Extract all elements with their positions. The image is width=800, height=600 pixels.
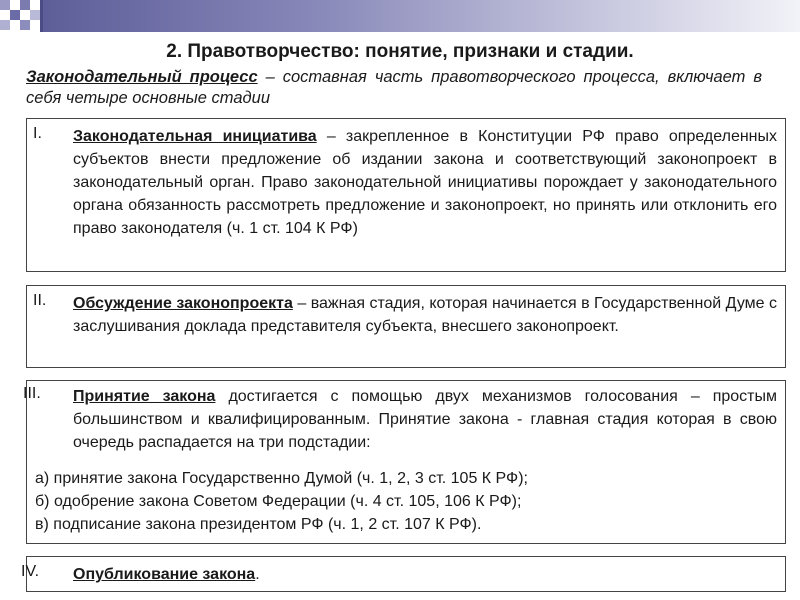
- stage-heading: Обсуждение законопроекта: [73, 295, 293, 312]
- substage-list: [35, 467, 777, 536]
- stage-number: II.: [33, 292, 47, 309]
- stage-text: [73, 292, 777, 338]
- stage-heading: Законодательная инициатива: [73, 128, 317, 145]
- intro-lead: Законодательный процесс: [26, 68, 258, 86]
- substage-item: б) одобрение закона Советом Федерации (ч. 4 ст. 105, 106 К РФ);: [35, 493, 522, 510]
- stage-description: .: [255, 566, 260, 583]
- substage-item: а) принятие закона Государственно Думой (ч. 1, 2, 3 ст. 105 К РФ);: [35, 470, 528, 487]
- slide-title: 2. Правотворчество: понятие, признаки и стадии.: [166, 41, 634, 62]
- stage-description: – важная стадия, которая начинается в Государственной Думе с заслушивания доклада представителя субъекта, внесшего законопроект.: [73, 295, 778, 335]
- stage-number: IV.: [21, 563, 40, 580]
- stage-heading: Принятие закона: [73, 388, 216, 405]
- stage-description: достигается с помощью двух механизмов голосования – простым большинством и квалифицированным. Принятие закона - главная стадия которая в свою очередь распадается на три подстадии:: [73, 388, 777, 451]
- stage-box-4: [21, 556, 786, 592]
- stage-heading: Опубликование закона: [73, 566, 256, 583]
- intro-paragraph: [26, 67, 762, 109]
- stage-number: III.: [23, 385, 41, 402]
- stage-number: I.: [33, 125, 42, 142]
- stage-text: [73, 125, 777, 240]
- intro-text: – составная часть правотворческого процесса, включает в себя четыре основные стадии: [26, 68, 762, 107]
- header-band: [40, 0, 800, 32]
- substage-item: в) подписание закона президентом РФ (ч. 1, 2 ст. 107 К РФ).: [35, 516, 482, 533]
- stage-box-2: [26, 285, 786, 368]
- stage-description: – закрепленное в Конституции РФ право определенных субъектов внести предложение об издании закона и соответствующий законопроект в законодательный орган. Право законодательной инициативы порождает у законодательного органа обязанность рассмотреть предложение и законопроект, но принять или отклонить его право законодателя (ч. 1 ст. 104 К РФ): [73, 128, 778, 237]
- header-divider: [40, 0, 43, 32]
- stage-text: [73, 385, 777, 454]
- stage-box-3: [23, 380, 786, 544]
- stage-text: [73, 563, 777, 586]
- stage-box-1: [26, 118, 786, 272]
